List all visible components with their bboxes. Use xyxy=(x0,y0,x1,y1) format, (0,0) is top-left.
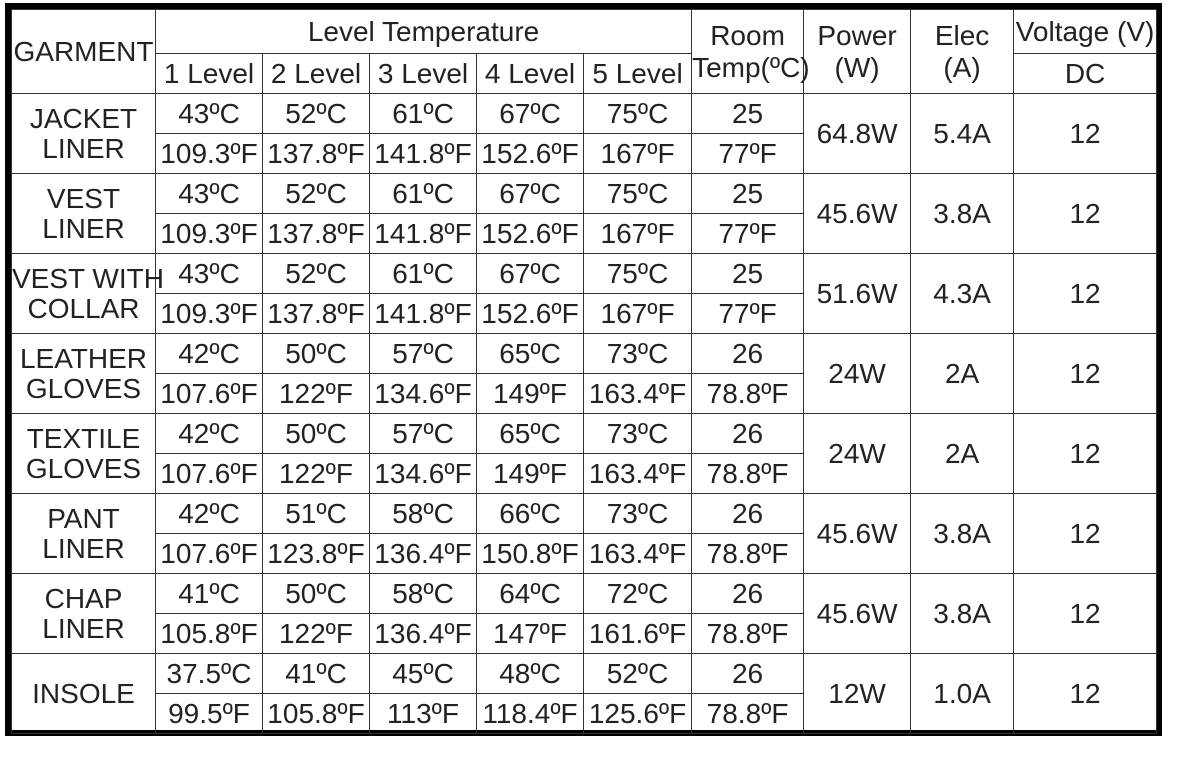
garment-name-line1: INSOLE xyxy=(32,677,135,709)
level-4-fahrenheit-cell: 149ºF xyxy=(477,454,584,494)
room-temp-celsius-cell: 25 xyxy=(692,174,804,214)
level-2-fahrenheit-cell: 122ºF xyxy=(263,374,370,414)
level-3-fahrenheit-cell: 136.4ºF xyxy=(370,534,477,574)
garment-name-line2: LINER xyxy=(42,612,125,644)
level-2-celsius-cell: 41ºC xyxy=(263,654,370,694)
garment-name-cell xyxy=(12,654,156,734)
garment-name-line2: LINER xyxy=(42,532,125,564)
level-3-celsius-cell: 45ºC xyxy=(370,654,477,694)
level-2-fahrenheit-cell: 122ºF xyxy=(263,454,370,494)
level-1-celsius-cell: 42ºC xyxy=(156,494,263,534)
room-temp-fahrenheit-cell: 78.8ºF xyxy=(692,454,804,494)
level-5-celsius-cell: 73ºC xyxy=(584,494,692,534)
level-1-celsius-cell: 43ºC xyxy=(156,174,263,214)
room-temp-celsius-cell: 26 xyxy=(692,414,804,454)
level-4-fahrenheit-cell: 150.8ºF xyxy=(477,534,584,574)
level-3-fahrenheit-cell: 134.6ºF xyxy=(370,454,477,494)
level-1-fahrenheit-cell: 109.3ºF xyxy=(156,214,263,254)
level-5-fahrenheit-cell: 167ºF xyxy=(584,214,692,254)
header-row-1 xyxy=(12,10,1157,54)
power-cell: 24W xyxy=(804,334,911,414)
level-3-celsius-cell: 61ºC xyxy=(370,254,477,294)
power-cell: 45.6W xyxy=(804,494,911,574)
level-5-celsius-cell: 75ºC xyxy=(584,174,692,214)
garment-name-cell xyxy=(12,334,156,414)
garment-name-line2: GLOVES xyxy=(25,372,142,404)
level-4-header: 4 Level xyxy=(477,54,584,94)
level-1-fahrenheit-cell: 109.3ºF xyxy=(156,294,263,334)
level-4-celsius-cell: 67ºC xyxy=(477,94,584,134)
power-cell: 24W xyxy=(804,414,911,494)
level-3-fahrenheit-cell: 134.6ºF xyxy=(370,374,477,414)
room-temp-fahrenheit-cell: 77ºF xyxy=(692,294,804,334)
garment-name-line2: LINER xyxy=(42,212,125,244)
garment-name-cell xyxy=(12,574,156,654)
level-1-fahrenheit-cell: 107.6ºF xyxy=(156,454,263,494)
level-1-celsius-cell: 42ºC xyxy=(156,414,263,454)
garment-name-line1: CHAP xyxy=(44,582,123,614)
garment-name-line2: LINER xyxy=(42,132,125,164)
level-3-celsius-cell: 58ºC xyxy=(370,574,477,614)
level-1-celsius-cell: 43ºC xyxy=(156,254,263,294)
level-4-fahrenheit-cell: 118.4ºF xyxy=(477,694,584,734)
level-5-fahrenheit-cell: 167ºF xyxy=(584,134,692,174)
level-4-celsius-cell: 65ºC xyxy=(477,414,584,454)
level-5-header: 5 Level xyxy=(584,54,692,94)
level-2-celsius-cell: 50ºC xyxy=(263,414,370,454)
level-4-celsius-cell: 65ºC xyxy=(477,334,584,374)
voltage-cell: 12 xyxy=(1014,174,1157,254)
level-1-fahrenheit-cell: 107.6ºF xyxy=(156,534,263,574)
level-1-fahrenheit-cell: 109.3ºF xyxy=(156,134,263,174)
level-3-celsius-cell: 57ºC xyxy=(370,334,477,374)
level-3-fahrenheit-cell: 136.4ºF xyxy=(370,614,477,654)
level-5-fahrenheit-cell: 163.4ºF xyxy=(584,534,692,574)
voltage-cell: 12 xyxy=(1014,574,1157,654)
garment-name-line1: VEST WITH xyxy=(12,262,164,294)
level-temperature-header: Level Temperature xyxy=(156,10,692,54)
garment-name-line2: COLLAR xyxy=(27,292,140,324)
level-5-fahrenheit-cell: 125.6ºF xyxy=(584,694,692,734)
garment-name-line2: GLOVES xyxy=(25,452,142,484)
level-5-celsius-cell: 72ºC xyxy=(584,574,692,614)
garment-name-line1: LEATHER xyxy=(19,342,148,374)
level-5-fahrenheit-cell: 167ºF xyxy=(584,294,692,334)
elec-cell: 3.8A xyxy=(911,174,1014,254)
voltage-dc-header: DC xyxy=(1014,54,1157,94)
level-2-celsius-cell: 52ºC xyxy=(263,174,370,214)
level-2-celsius-cell: 50ºC xyxy=(263,574,370,614)
level-4-fahrenheit-cell: 147ºF xyxy=(477,614,584,654)
level-1-celsius-cell: 43ºC xyxy=(156,94,263,134)
table-row xyxy=(12,94,1157,134)
power-cell: 45.6W xyxy=(804,174,911,254)
garment-name-cell xyxy=(12,94,156,174)
level-2-header: 2 Level xyxy=(263,54,370,94)
level-1-celsius-cell: 42ºC xyxy=(156,334,263,374)
elec-cell: 2A xyxy=(911,414,1014,494)
level-3-celsius-cell: 61ºC xyxy=(370,174,477,214)
power-header-line1: Power xyxy=(817,19,897,51)
level-2-celsius-cell: 50ºC xyxy=(263,334,370,374)
level-2-fahrenheit-cell: 105.8ºF xyxy=(263,694,370,734)
table-row xyxy=(12,654,1157,694)
power-header xyxy=(804,10,911,94)
table-row xyxy=(12,574,1157,614)
elec-cell: 5.4A xyxy=(911,94,1014,174)
voltage-cell: 12 xyxy=(1014,334,1157,414)
level-4-fahrenheit-cell: 152.6ºF xyxy=(477,134,584,174)
table-row xyxy=(12,414,1157,454)
level-3-celsius-cell: 58ºC xyxy=(370,494,477,534)
level-1-fahrenheit-cell: 105.8ºF xyxy=(156,614,263,654)
garment-name-line1: TEXTILE xyxy=(26,422,141,454)
room-temp-fahrenheit-cell: 78.8ºF xyxy=(692,614,804,654)
garment-spec-table xyxy=(11,9,1157,734)
level-4-celsius-cell: 48ºC xyxy=(477,654,584,694)
level-1-header: 1 Level xyxy=(156,54,263,94)
table-body xyxy=(12,94,1157,734)
room-temp-fahrenheit-cell: 77ºF xyxy=(692,214,804,254)
garment-name-cell xyxy=(12,414,156,494)
voltage-header: Voltage (V) xyxy=(1014,10,1157,54)
elec-cell: 1.0A xyxy=(911,654,1014,734)
voltage-cell: 12 xyxy=(1014,494,1157,574)
room-temp-header xyxy=(692,10,810,94)
room-temp-header-line1: Room xyxy=(710,19,785,51)
garment-name-cell xyxy=(12,494,156,574)
elec-header-line1: Elec xyxy=(934,19,990,51)
power-cell: 51.6W xyxy=(804,254,911,334)
table-frame xyxy=(5,3,1162,736)
level-4-fahrenheit-cell: 149ºF xyxy=(477,374,584,414)
level-4-celsius-cell: 67ºC xyxy=(477,174,584,214)
level-2-fahrenheit-cell: 123.8ºF xyxy=(263,534,370,574)
level-3-fahrenheit-cell: 141.8ºF xyxy=(370,214,477,254)
table-row xyxy=(12,254,1157,294)
garment-name-cell xyxy=(12,174,156,254)
power-cell: 12W xyxy=(804,654,911,734)
garment-name-line1: PANT xyxy=(47,502,120,534)
room-temp-fahrenheit-cell: 78.8ºF xyxy=(692,534,804,574)
voltage-cell: 12 xyxy=(1014,254,1157,334)
garment-name-line1: JACKET xyxy=(29,102,138,134)
level-3-header: 3 Level xyxy=(370,54,477,94)
level-2-fahrenheit-cell: 137.8ºF xyxy=(263,294,370,334)
level-3-celsius-cell: 57ºC xyxy=(370,414,477,454)
room-temp-celsius-cell: 26 xyxy=(692,574,804,614)
level-2-celsius-cell: 51ºC xyxy=(263,494,370,534)
level-5-fahrenheit-cell: 163.4ºF xyxy=(584,454,692,494)
room-temp-header-line2: Temp(ºC) xyxy=(692,51,810,83)
room-temp-fahrenheit-cell: 78.8ºF xyxy=(692,374,804,414)
voltage-cell: 12 xyxy=(1014,94,1157,174)
garment-name-cell xyxy=(12,254,164,334)
level-5-fahrenheit-cell: 163.4ºF xyxy=(584,374,692,414)
level-2-fahrenheit-cell: 137.8ºF xyxy=(263,214,370,254)
level-5-celsius-cell: 73ºC xyxy=(584,334,692,374)
table-row xyxy=(12,174,1157,214)
level-2-fahrenheit-cell: 122ºF xyxy=(263,614,370,654)
room-temp-celsius-cell: 25 xyxy=(692,94,804,134)
elec-cell: 4.3A xyxy=(911,254,1014,334)
power-cell: 45.6W xyxy=(804,574,911,654)
garment-name-line1: VEST xyxy=(46,182,121,214)
level-3-fahrenheit-cell: 141.8ºF xyxy=(370,134,477,174)
level-2-fahrenheit-cell: 137.8ºF xyxy=(263,134,370,174)
garment-header: GARMENT xyxy=(12,10,156,94)
level-5-fahrenheit-cell: 161.6ºF xyxy=(584,614,692,654)
level-4-celsius-cell: 64ºC xyxy=(477,574,584,614)
level-5-celsius-cell: 52ºC xyxy=(584,654,692,694)
power-cell: 64.8W xyxy=(804,94,911,174)
elec-header-line2: (A) xyxy=(943,51,981,83)
level-3-fahrenheit-cell: 113ºF xyxy=(370,694,477,734)
level-5-celsius-cell: 75ºC xyxy=(584,94,692,134)
elec-header xyxy=(911,10,1014,94)
room-temp-celsius-cell: 26 xyxy=(692,494,804,534)
level-4-fahrenheit-cell: 152.6ºF xyxy=(477,294,584,334)
voltage-cell: 12 xyxy=(1014,654,1157,734)
level-2-celsius-cell: 52ºC xyxy=(263,254,370,294)
room-temp-fahrenheit-cell: 77ºF xyxy=(692,134,804,174)
room-temp-celsius-cell: 26 xyxy=(692,654,804,694)
level-5-celsius-cell: 75ºC xyxy=(584,254,692,294)
room-temp-fahrenheit-cell: 78.8ºF xyxy=(692,694,804,734)
table-row xyxy=(12,494,1157,534)
level-1-fahrenheit-cell: 107.6ºF xyxy=(156,374,263,414)
level-1-celsius-cell: 41ºC xyxy=(156,574,263,614)
elec-cell: 2A xyxy=(911,334,1014,414)
level-4-fahrenheit-cell: 152.6ºF xyxy=(477,214,584,254)
level-1-celsius-cell: 37.5ºC xyxy=(156,654,263,694)
level-2-celsius-cell: 52ºC xyxy=(263,94,370,134)
level-4-celsius-cell: 66ºC xyxy=(477,494,584,534)
elec-cell: 3.8A xyxy=(911,574,1014,654)
room-temp-celsius-cell: 26 xyxy=(692,334,804,374)
table-row xyxy=(12,334,1157,374)
level-1-fahrenheit-cell: 99.5ºF xyxy=(156,694,263,734)
power-header-line2: (W) xyxy=(834,51,880,83)
voltage-cell: 12 xyxy=(1014,414,1157,494)
level-3-fahrenheit-cell: 141.8ºF xyxy=(370,294,477,334)
elec-cell: 3.8A xyxy=(911,494,1014,574)
room-temp-celsius-cell: 25 xyxy=(692,254,804,294)
level-5-celsius-cell: 73ºC xyxy=(584,414,692,454)
level-3-celsius-cell: 61ºC xyxy=(370,94,477,134)
level-4-celsius-cell: 67ºC xyxy=(477,254,584,294)
